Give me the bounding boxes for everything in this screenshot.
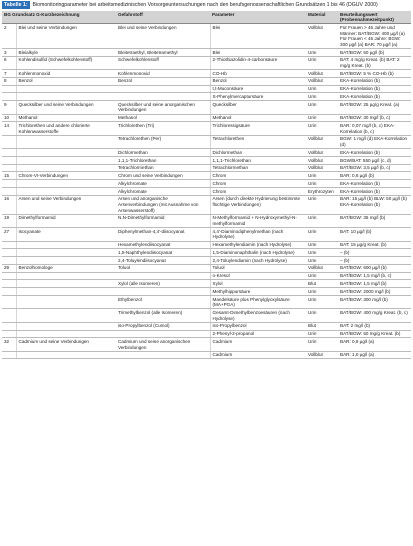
- cell-gefahrstoff: [116, 288, 210, 296]
- cell-beurteilungswert: EKA-Korrelation (b): [338, 180, 411, 188]
- cell-grundsatz-number: 8: [2, 77, 16, 85]
- cell-gefahrstoff: Ethylbenzol: [116, 296, 210, 309]
- cell-beurteilungswert: BAR: 0,8 µg/l (a): [338, 338, 411, 351]
- cell-grundsatz-name: [16, 351, 116, 359]
- cell-material: Vollblut: [306, 351, 338, 359]
- cell-gefahrstoff: Diphenylmethan-4,4'-diisocyanat: [116, 228, 210, 241]
- cell-grundsatz-number: 3: [2, 48, 16, 56]
- header-material: Material: [306, 11, 338, 24]
- cell-beurteilungswert: BAT/BGW: 25 µg/g Kreat. (a): [338, 101, 411, 114]
- cell-parameter: Chrom: [210, 180, 306, 188]
- cell-grundsatz-number: 9: [2, 101, 16, 114]
- cell-gefahrstoff: [116, 272, 210, 280]
- cell-grundsatz-number: [2, 241, 16, 249]
- cell-grundsatz-number: 19: [2, 214, 16, 227]
- cell-grundsatz-number: [2, 156, 16, 164]
- cell-beurteilungswert: BGW: 1 mg/l (d) EKA-Korrelation (d): [338, 135, 411, 148]
- table-row: [2, 135, 411, 148]
- cell-material: Blut: [306, 322, 338, 330]
- cell-beurteilungswert: BAT/BGW: 400 mg/g Kreat. (b, c): [338, 309, 411, 322]
- cell-material: Vollblut: [306, 70, 338, 78]
- cell-material: Urin: [306, 56, 338, 69]
- cell-material: Urin: [306, 114, 338, 122]
- cell-parameter: CO-Hb: [210, 70, 306, 78]
- cell-grundsatz-name: [16, 85, 116, 93]
- cell-grundsatz-name: Trichlorethen und andere chlorierte Kohlenwasserstoffe: [16, 122, 116, 135]
- table-row: [2, 241, 411, 249]
- table-row: [2, 70, 411, 78]
- cell-grundsatz-name: Benzol: [16, 77, 116, 85]
- table-row: [2, 351, 411, 359]
- cell-material: Urin: [306, 195, 338, 214]
- cell-gefahrstoff: Toluol: [116, 264, 210, 272]
- table-header-row: [2, 11, 411, 24]
- cell-grundsatz-number: [2, 257, 16, 265]
- cell-gefahrstoff: Arsen und anorganische Arsenverbindungen (mit Ausnahme von Arsenwasserstoff): [116, 195, 210, 214]
- cell-beurteilungswert: EKA-Korrelation (b): [338, 93, 411, 101]
- cell-grundsatz-number: [2, 330, 16, 338]
- cell-grundsatz-name: [16, 330, 116, 338]
- cell-beurteilungswert: BAT/BGW: 35 mg/l (b): [338, 214, 411, 227]
- cell-gefahrstoff: Bleitetraethyl, Bleitetramethyl: [116, 48, 210, 56]
- cell-grundsatz-name: [16, 180, 116, 188]
- table-row: [2, 228, 411, 241]
- cell-material: Vollblut: [306, 149, 338, 157]
- cell-grundsatz-name: [16, 272, 116, 280]
- cell-grundsatz-name: [16, 257, 116, 265]
- cell-material: Erythrozyten: [306, 188, 338, 196]
- cell-parameter: Chrom: [210, 188, 306, 196]
- cell-grundsatz-name: Arsen und seine Verbindungen: [16, 195, 116, 214]
- cell-material: Blut: [306, 280, 338, 288]
- cell-parameter: S-Phenylmercaptursäure: [210, 93, 306, 101]
- cell-grundsatz-name: Quecksilber und seine Verbindungen: [16, 101, 116, 114]
- cell-parameter: Cadmium: [210, 351, 306, 359]
- cell-beurteilungswert: BAT/BGW: 3,5 µg/l (b, c): [338, 164, 411, 172]
- cell-material: Urin: [306, 214, 338, 227]
- cell-gefahrstoff: Quecksilber und seine anorganischen Verbindungen: [116, 101, 210, 114]
- cell-grundsatz-name: Benzolhomologe: [16, 264, 116, 272]
- cell-beurteilungswert: BAT: 15 µg/g Kreat. (b): [338, 241, 411, 249]
- cell-parameter: Toluol: [210, 264, 306, 272]
- table-row: [2, 48, 411, 56]
- cell-beurteilungswert: BAT/BGW: 1,5 mg/l (b): [338, 280, 411, 288]
- table-row: [2, 296, 411, 309]
- table-row: [2, 195, 411, 214]
- cell-material: Urin: [306, 288, 338, 296]
- cell-parameter: Quecksilber: [210, 101, 306, 114]
- cell-parameter: Trichloressigsäure: [210, 122, 306, 135]
- cell-material: Urin: [306, 241, 338, 249]
- table-caption-text: Biomonitoringparameter bei arbeitsmedizinischen Vorsorgeuntersuchungen nach den berufsgenossenschaftlichen Grundsätzen 1 bis 46 (DGUV 2000): [32, 2, 378, 8]
- cell-grundsatz-number: 16: [2, 195, 16, 214]
- cell-parameter: Mandelsäure plus Phenylglyoxylsäure (MA+PGA): [210, 296, 306, 309]
- cell-beurteilungswert: BAR: 0,07 mg/l (b, c) EKA-Korrelation (b, c): [338, 122, 411, 135]
- cell-grundsatz-number: [2, 188, 16, 196]
- cell-grundsatz-number: [2, 309, 16, 322]
- cell-material: Urin: [306, 101, 338, 114]
- table-row: [2, 114, 411, 122]
- table-row: [2, 101, 411, 114]
- cell-beurteilungswert: EKA-Korrelation (b): [338, 77, 411, 85]
- table-row: [2, 180, 411, 188]
- cell-material: Urin: [306, 48, 338, 56]
- cell-parameter: Methanol: [210, 114, 306, 122]
- cell-parameter: Xylol: [210, 280, 306, 288]
- cell-grundsatz-number: [2, 93, 16, 101]
- cell-gefahrstoff: Kohlenmonoxid: [116, 70, 210, 78]
- cell-beurteilungswert: BAT/BGW: 5 % CO-Hb (b): [338, 70, 411, 78]
- table-row: [2, 122, 411, 135]
- cell-parameter: Blei: [210, 48, 306, 56]
- cell-grundsatz-number: [2, 164, 16, 172]
- cell-parameter: Hexamethylendiamin (nach Hydrolyse): [210, 241, 306, 249]
- cell-material: Urin: [306, 272, 338, 280]
- cell-grundsatz-number: [2, 322, 16, 330]
- cell-gefahrstoff: Schwefelkohlenstoff: [116, 56, 210, 69]
- cell-grundsatz-number: [2, 135, 16, 148]
- cell-material: Urin: [306, 257, 338, 265]
- cell-material: Vollblut: [306, 164, 338, 172]
- cell-gefahrstoff: Tetrachlormethan: [116, 164, 210, 172]
- header-gefahrstoff: Gefahrstoff: [116, 11, 210, 24]
- cell-grundsatz-name: Bleialkyle: [16, 48, 116, 56]
- cell-grundsatz-number: [2, 280, 16, 288]
- cell-parameter: Cadmium: [210, 338, 306, 351]
- cell-grundsatz-name: Methanol: [16, 114, 116, 122]
- cell-material: Urin: [306, 122, 338, 135]
- cell-beurteilungswert: BAR: 15 µg/l (b) BLW: 50 µg/l (b) EKA-Korrelation (b): [338, 195, 411, 214]
- cell-gefahrstoff: Trichlorethen (Tri): [116, 122, 210, 135]
- cell-gefahrstoff: Trimethylbenzol (alle Isomeren): [116, 309, 210, 322]
- cell-gefahrstoff: N,N-Dimethylformamid: [116, 214, 210, 227]
- cell-beurteilungswert: BAR: 1,0 µg/l (a): [338, 351, 411, 359]
- cell-parameter: Tetrachlormethan: [210, 164, 306, 172]
- cell-parameter: Tetrachlorethen: [210, 135, 306, 148]
- table-row: [2, 156, 411, 164]
- cell-gefahrstoff: [116, 351, 210, 359]
- table-row: [2, 330, 411, 338]
- cell-grundsatz-number: [2, 85, 16, 93]
- cell-grundsatz-name: [16, 164, 116, 172]
- cell-beurteilungswert: Für Frauen > 45 Jahre und Männer: BAT/BGW: 400 µg/l (a) Für Frauen < 45 Jahre: BGW: 300 µg/l (a) BAR: 70 µg/l (a): [338, 24, 411, 49]
- table-row: [2, 264, 411, 272]
- cell-beurteilungswert: BAT/BGW: 1,5 mg/l (b, c): [338, 272, 411, 280]
- cell-gefahrstoff: [116, 330, 210, 338]
- cell-grundsatz-name: Cadmium und seine Verbindungen: [16, 338, 116, 351]
- cell-grundsatz-name: Isocyanate: [16, 228, 116, 241]
- cell-beurteilungswert: BAT/BGW: 50 µg/l (b): [338, 48, 411, 56]
- cell-grundsatz-name: Chrom-VI-Verbindungen: [16, 172, 116, 180]
- cell-beurteilungswert: – (b): [338, 249, 411, 257]
- table-row: [2, 280, 411, 288]
- table-row: [2, 288, 411, 296]
- cell-parameter: 2,4-Toluylendiamin (nach Hydrolyse): [210, 257, 306, 265]
- table-row: [2, 56, 411, 69]
- cell-parameter: Dichlormethan: [210, 149, 306, 157]
- biomonitoring-table: [2, 11, 411, 359]
- cell-beurteilungswert: BAT: 2 mg/l (b): [338, 322, 411, 330]
- cell-parameter: Methylhippursäure: [210, 288, 306, 296]
- cell-gefahrstoff: Methanol: [116, 114, 210, 122]
- cell-grundsatz-number: 29: [2, 264, 16, 272]
- cell-material: Urin: [306, 338, 338, 351]
- cell-gefahrstoff: Chrom und seine Verbindungen: [116, 172, 210, 180]
- header-parameter: Parameter: [210, 11, 306, 24]
- cell-parameter: 1,5-Diaminonaphthalin (nach Hydrolyse): [210, 249, 306, 257]
- cell-grundsatz-name: [16, 93, 116, 101]
- cell-parameter: Chrom: [210, 172, 306, 180]
- cell-grundsatz-name: Kohlendisulfid (Schwefelkohlenstoff): [16, 56, 116, 69]
- table-row: [2, 164, 411, 172]
- cell-parameter: 1,1,1-Trichlorethan: [210, 156, 306, 164]
- cell-gefahrstoff: Benzol: [116, 77, 210, 85]
- cell-beurteilungswert: BAT/BGW: 300 mg/l (b): [338, 296, 411, 309]
- cell-grundsatz-number: [2, 180, 16, 188]
- cell-grundsatz-name: [16, 288, 116, 296]
- cell-grundsatz-number: [2, 296, 16, 309]
- cell-grundsatz-number: [2, 149, 16, 157]
- cell-grundsatz-number: 27: [2, 228, 16, 241]
- cell-parameter: N-Methylformamid + N-Hydroxymethyl-N-methylformamid: [210, 214, 306, 227]
- cell-grundsatz-name: Dimethylformamid: [16, 214, 116, 227]
- cell-gefahrstoff: Blei und seine Verbindungen: [116, 24, 210, 49]
- cell-grundsatz-name: Kohlenmonoxid: [16, 70, 116, 78]
- cell-grundsatz-name: [16, 241, 116, 249]
- table-row: [2, 188, 411, 196]
- cell-material: Urin: [306, 180, 338, 188]
- cell-gefahrstoff: Cadmium und seine anorganischen Verbindungen: [116, 338, 210, 351]
- table-row: [2, 85, 411, 93]
- cell-grundsatz-name: [16, 149, 116, 157]
- cell-gefahrstoff: Tetrachlorethen (Per): [116, 135, 210, 148]
- table-row: [2, 93, 411, 101]
- cell-grundsatz-number: 32: [2, 338, 16, 351]
- cell-beurteilungswert: BAT/BGW: 30 mg/l (b, c): [338, 114, 411, 122]
- table-row: [2, 214, 411, 227]
- table-row: [2, 149, 411, 157]
- cell-parameter: Gesamt-Dimethylbenzoesäuren (nach Hydrolyse): [210, 309, 306, 322]
- cell-gefahrstoff: Alkylchromate: [116, 180, 210, 188]
- cell-gefahrstoff: 2,4-Toluylendiisocyanat: [116, 257, 210, 265]
- cell-parameter: 2-Phenyl-2-propanol: [210, 330, 306, 338]
- cell-beurteilungswert: BAT/BGW: 50 mg/g Kreat. (b): [338, 330, 411, 338]
- cell-gefahrstoff: Xylol (alle Isomeren): [116, 280, 210, 288]
- cell-material: Urin: [306, 85, 338, 93]
- cell-beurteilungswert: BAT/BGW: 2000 mg/l (b): [338, 288, 411, 296]
- header-grundsatz: BG Grundsatz G-Kurzbezeichnung: [2, 11, 116, 24]
- cell-gefahrstoff: Dichlormethan: [116, 149, 210, 157]
- cell-gefahrstoff: [116, 93, 210, 101]
- cell-material: Vollblut: [306, 135, 338, 148]
- cell-beurteilungswert: BAT: 4 mg/g Kreat. (b) BAT: 2 mg/g Kreat. (b): [338, 56, 411, 69]
- cell-material: Urin: [306, 172, 338, 180]
- cell-grundsatz-number: 14: [2, 122, 16, 135]
- table-row: [2, 272, 411, 280]
- cell-grundsatz-name: [16, 135, 116, 148]
- cell-grundsatz-number: 6: [2, 56, 16, 69]
- cell-material: Vollblut: [306, 77, 338, 85]
- cell-grundsatz-name: [16, 322, 116, 330]
- cell-material: Vollblut: [306, 24, 338, 49]
- cell-grundsatz-name: [16, 296, 116, 309]
- cell-material: Urin: [306, 296, 338, 309]
- cell-grundsatz-number: [2, 288, 16, 296]
- cell-gefahrstoff: Alkylchromate: [116, 188, 210, 196]
- table-row: [2, 338, 411, 351]
- table-row: [2, 24, 411, 49]
- cell-gefahrstoff: 1,1,1-Trichlorethan: [116, 156, 210, 164]
- cell-gefahrstoff: iso-Propylbenzol (Cumol): [116, 322, 210, 330]
- cell-grundsatz-number: 7: [2, 70, 16, 78]
- cell-parameter: o-Kresol: [210, 272, 306, 280]
- cell-grundsatz-number: 2: [2, 24, 16, 49]
- cell-material: Vollblut: [306, 264, 338, 272]
- cell-beurteilungswert: – (b): [338, 257, 411, 265]
- cell-beurteilungswert: BGW/BAT: 550 µg/l (c, d): [338, 156, 411, 164]
- cell-beurteilungswert: BAT/BGW: 600 µg/l (b): [338, 264, 411, 272]
- cell-material: Urin: [306, 249, 338, 257]
- cell-parameter: Blei: [210, 24, 306, 49]
- cell-parameter: Arsen (durch direkte Hydrierung bestimmte flüchtige Verbindungen): [210, 195, 306, 214]
- table-caption: [2, 1, 411, 9]
- table-row: [2, 322, 411, 330]
- cell-gefahrstoff: Hexamethylendiisocyanat: [116, 241, 210, 249]
- table-caption-tag: Tabelle 1:: [4, 2, 28, 8]
- cell-material: Vollblut: [306, 156, 338, 164]
- table-row: [2, 257, 411, 265]
- cell-beurteilungswert: BAR: 0,6 µg/l (b): [338, 172, 411, 180]
- cell-beurteilungswert: EKA-Korrelation (b): [338, 85, 411, 93]
- table-row: [2, 172, 411, 180]
- cell-grundsatz-number: 15: [2, 172, 16, 180]
- cell-material: Urin: [306, 93, 338, 101]
- cell-parameter: Benzol: [210, 77, 306, 85]
- cell-grundsatz-number: [2, 351, 16, 359]
- cell-material: Urin: [306, 228, 338, 241]
- cell-grundsatz-number: [2, 249, 16, 257]
- cell-parameter: iso-Propylbenzol: [210, 322, 306, 330]
- cell-parameter: 4,4'-Diaminodiphenylmethan (nach Hydrolyse): [210, 228, 306, 241]
- table-row: [2, 77, 411, 85]
- table-body: [2, 24, 411, 359]
- cell-beurteilungswert: EKA-Korrelation (b): [338, 149, 411, 157]
- cell-grundsatz-number: [2, 272, 16, 280]
- table-row: [2, 249, 411, 257]
- cell-beurteilungswert: EKA-Korrelation (b): [338, 188, 411, 196]
- cell-material: Urin: [306, 330, 338, 338]
- cell-material: Urin: [306, 309, 338, 322]
- cell-grundsatz-name: Blei und seine Verbindungen: [16, 24, 116, 49]
- cell-parameter: t,t-Muconsäure: [210, 85, 306, 93]
- cell-gefahrstoff: 1,5-Naphthylendiisocyanat: [116, 249, 210, 257]
- cell-parameter: 2-Thiothiazolidin-4-carbonsäure: [210, 56, 306, 69]
- cell-grundsatz-name: [16, 309, 116, 322]
- cell-grundsatz-number: 10: [2, 114, 16, 122]
- cell-grundsatz-name: [16, 156, 116, 164]
- table-row: [2, 309, 411, 322]
- cell-beurteilungswert: BAT: 10 µg/l (b): [338, 228, 411, 241]
- cell-gefahrstoff: [116, 85, 210, 93]
- cell-grundsatz-name: [16, 188, 116, 196]
- cell-grundsatz-name: [16, 249, 116, 257]
- cell-grundsatz-name: [16, 280, 116, 288]
- header-beurteilungswert: Beurteilungswert (Probennahmezeitpunkt): [338, 11, 411, 24]
